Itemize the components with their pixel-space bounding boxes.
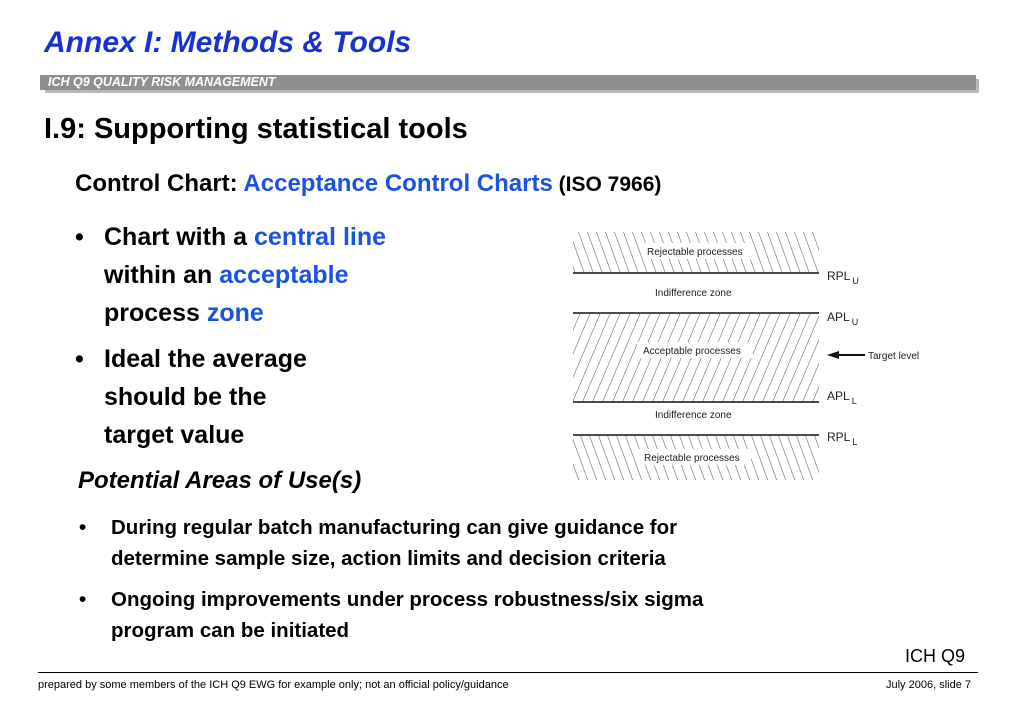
footer-divider [38,672,978,673]
apl-upper-label: APL $_U$ [827,310,859,327]
indifference-zone-bottom-label: Indifference zone [655,410,732,421]
rejectable-zone-bottom-label: Rejectable processes [644,453,740,464]
bullet-highlight: zone [206,299,264,327]
apl-lower-label: APL $_L$ [827,389,857,406]
bullet-highlight: acceptable [219,261,349,289]
uses-heading: Potential Areas of Use(s) [78,467,362,494]
uses-line: program can be initiated [111,619,350,642]
bullet-list [75,218,495,454]
bullet-symbol: • [79,516,87,539]
footer-slide-info: July 2006, slide 7 [886,679,971,691]
bullet-symbol: • [75,223,84,251]
bullet-text: Chart with a [104,223,255,251]
subtitle-prefix: Control Chart: [75,170,244,197]
rejectable-zone-top-label: Rejectable processes [647,247,743,258]
uses-item [79,584,899,646]
footer-disclaimer: prepared by some members of the ICH Q9 EWG for example only; not an official policy/guidance [38,679,509,691]
bullet-line [104,294,495,332]
header-band: ICH Q9 QUALITY RISK MANAGEMENT [40,75,976,90]
arrow-head-icon [827,351,839,359]
bullet-highlight: central line [254,223,387,251]
section-heading: I.9: Supporting statistical tools [44,113,468,145]
bullet-symbol: • [79,588,87,611]
bullet-text: within an [104,261,220,289]
bullet-item [75,218,495,332]
uses-line: determine sample size, action limits and decision criteria [111,547,666,570]
target-level-label: Target level [868,351,920,362]
indifference-zone-top-label: Indifference zone [655,288,732,299]
uses-list [79,512,899,646]
document-tag: ICH Q9 [905,646,966,666]
uses-item [79,512,899,574]
subtitle-highlight: Acceptance Control Charts [243,170,553,197]
bullet-line [104,218,495,256]
acceptance-control-chart-diagram [567,226,937,486]
acceptable-zone-label: Acceptable processes [643,346,741,357]
rpl-lower-label: RPL $_L$ [827,430,858,447]
bullet-line: should be the [104,383,267,411]
slide-title: Annex I: Methods & Tools [44,26,412,59]
bullet-item [75,340,495,454]
bullet-line: Ideal the average [104,345,307,373]
uses-line: During regular batch manufacturing can give guidance for [111,516,678,539]
rpl-upper-label: RPL $_U$ [827,269,859,286]
bullet-line: target value [104,421,245,449]
bullet-text: process [104,299,207,327]
subtitle-suffix: (ISO 7966) [552,173,662,196]
bullet-line [104,256,495,294]
uses-line: Ongoing improvements under process robustness/six sigma [111,588,704,611]
section-subtitle [75,170,661,198]
bullet-symbol: • [75,345,84,373]
